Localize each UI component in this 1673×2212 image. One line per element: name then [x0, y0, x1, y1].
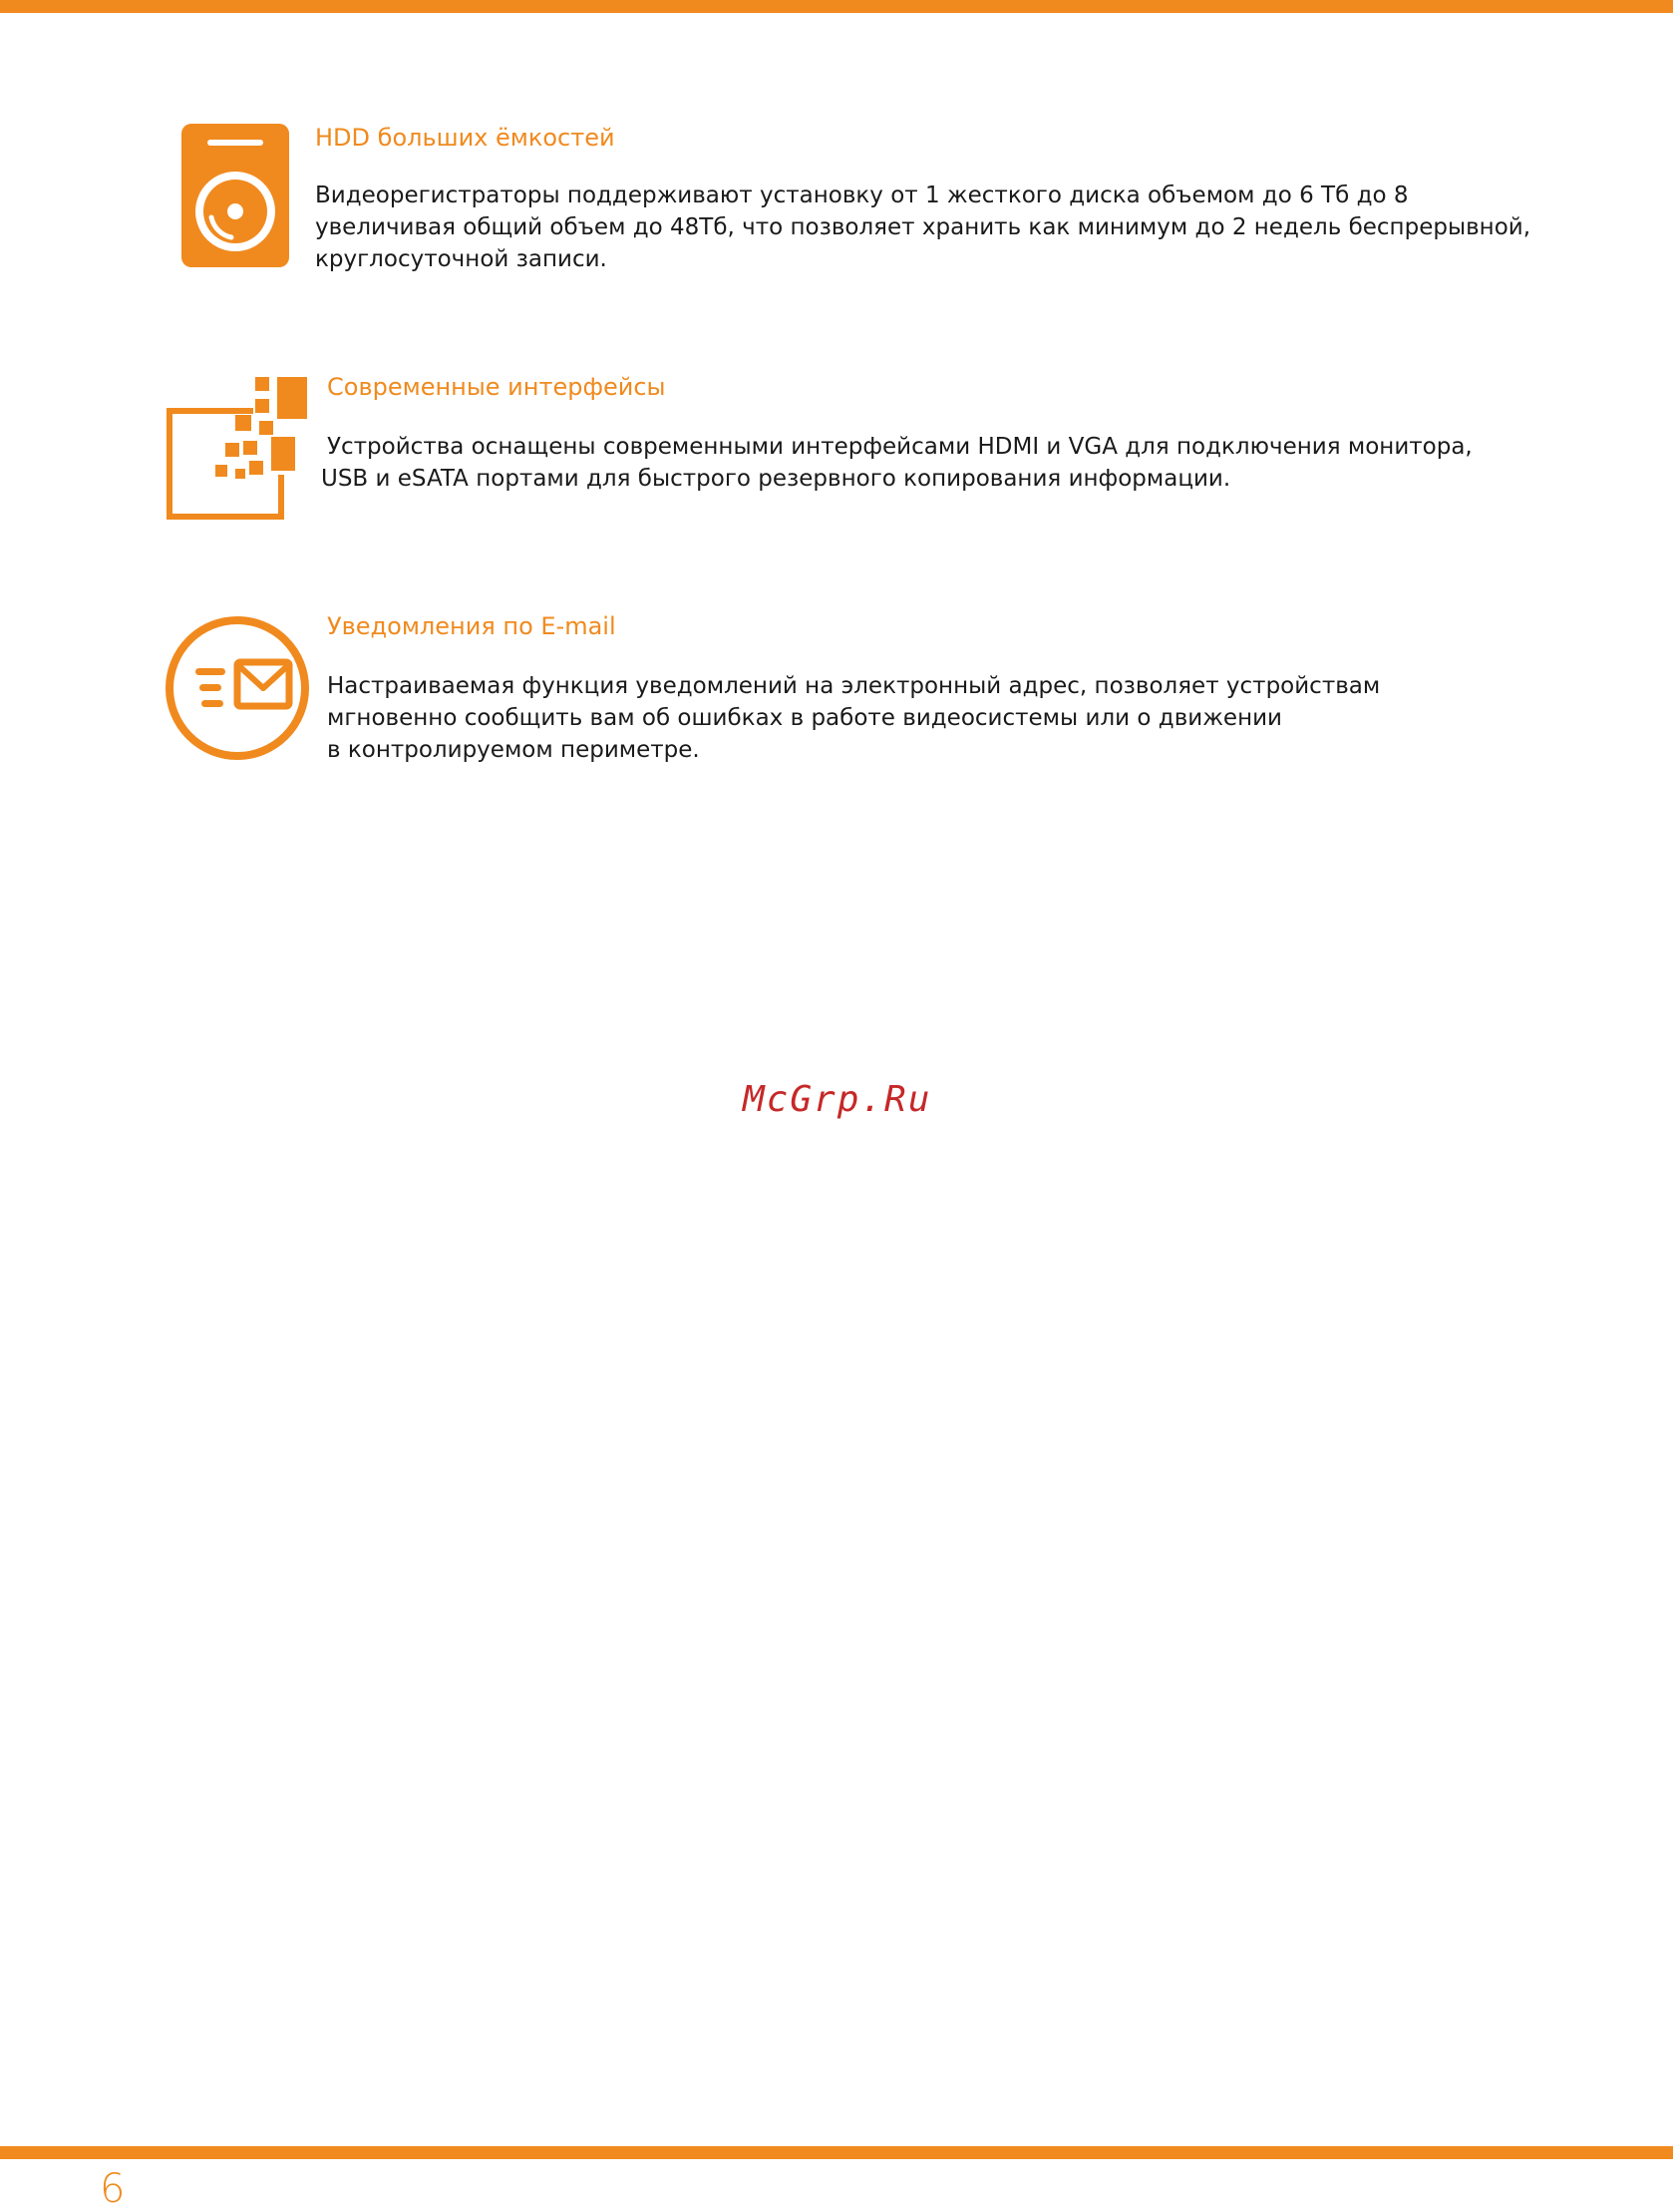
description-line: в контролируемом периметре. — [327, 737, 700, 763]
top-accent-bar — [0, 0, 1673, 13]
feature-description — [315, 180, 1530, 275]
feature-title: Уведомления по E-mail — [327, 612, 616, 640]
description-line: мгновенно сообщить вам об ошибках в работе видеосистемы или о движении — [327, 705, 1283, 731]
hard-disk-icon — [179, 122, 291, 273]
description-line: USB и eSATA портами для быстрого резервного копирования информации. — [321, 466, 1231, 492]
description-line: увеличивая общий объем до 48Тб, что позволяет хранить как минимум до 2 недель беспрерывной, — [315, 214, 1531, 240]
description-line: круглосуточной записи. — [315, 246, 607, 272]
watermark: McGrp.Ru — [743, 1079, 932, 1120]
description-line: Настраиваемая функция уведомлений на электронный адрес, позволяет устройствам — [327, 673, 1381, 699]
description-line: Устройства оснащены современными интерфейсами HDMI и VGA для подключения монитора, — [327, 434, 1473, 460]
description-line: Видеорегистраторы поддерживают установку от 1 жесткого диска объемом до 6 Тб до 8 — [315, 183, 1409, 208]
feature-description — [321, 431, 1473, 495]
interfaces-icon — [164, 375, 313, 525]
bottom-accent-bar — [0, 2146, 1673, 2159]
email-icon — [164, 614, 311, 766]
page-number: 6 — [100, 2166, 126, 2212]
feature-title: Современные интерфейсы — [327, 373, 666, 401]
feature-description — [327, 670, 1380, 766]
feature-title: HDD больших ёмкостей — [315, 124, 615, 152]
